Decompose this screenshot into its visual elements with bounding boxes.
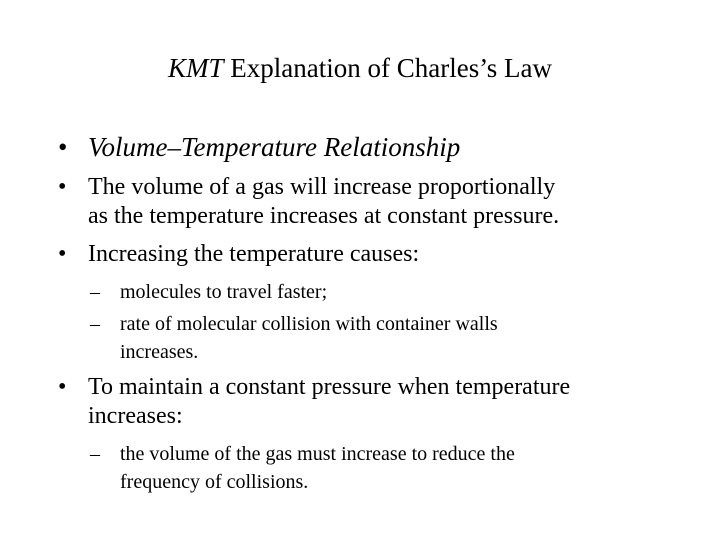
- bullet-marker: •: [58, 374, 67, 400]
- title-emphasis: KMT: [168, 53, 224, 83]
- dash-marker: –: [90, 281, 100, 303]
- dash-marker: –: [90, 313, 100, 335]
- bullet-text: The volume of a gas will increase proportionally as the temperature increases at constant pressure.: [88, 174, 560, 229]
- bullet-marker: •: [58, 241, 67, 267]
- bullet-marker: •: [58, 174, 67, 200]
- dash-marker: –: [90, 443, 100, 465]
- bullet-text: Increasing the temperature causes:: [88, 241, 420, 267]
- bullet-marker: •: [58, 132, 68, 162]
- sub-point-text: the volume of the gas must increase to reduce the frequency of collisions.: [120, 443, 515, 493]
- title-text: Explanation of Charles’s Law: [223, 53, 552, 83]
- bullet-text: To maintain a constant pressure when temperature increases:: [88, 374, 571, 429]
- sub-point-text: molecules to travel faster;: [120, 281, 328, 303]
- slide-title: [0, 50, 720, 86]
- sub-point-text: rate of molecular collision with container walls increases.: [120, 313, 498, 363]
- heading-text: Volume–Temperature Relationship: [88, 132, 461, 162]
